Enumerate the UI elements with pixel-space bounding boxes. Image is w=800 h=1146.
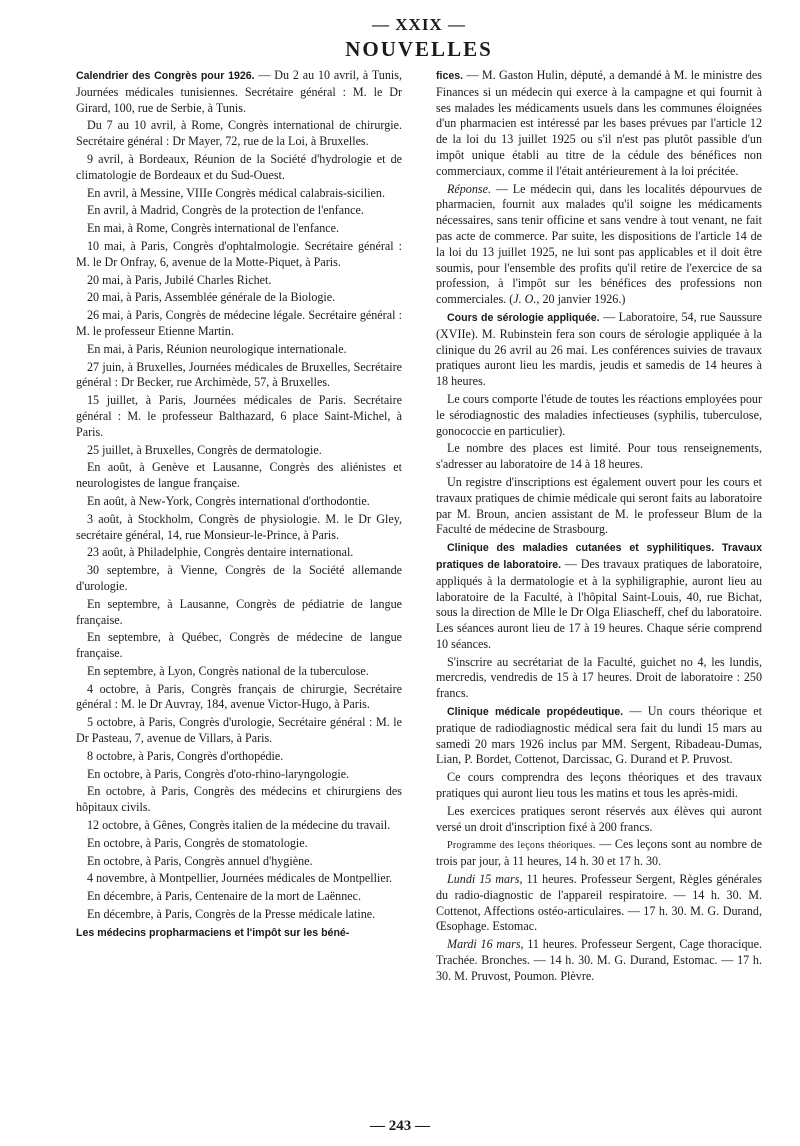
- calendar-item: En avril, à Madrid, Congrès de la protection de l'enfance.: [87, 203, 364, 218]
- calendar-item: 20 mai, à Paris, Jubilé Charles Richet.: [87, 272, 272, 287]
- propharm-heading-para: [76, 925, 402, 942]
- calendar-item: 5 octobre, à Paris, Congrès d'urologie, Secrétaire général : M. le Dr Pasteau, 7, avenue de Villars, à Paris.: [76, 715, 402, 746]
- two-column-body: [76, 68, 762, 987]
- answer-text: — Le médecin qui, dans les localités dépourvues de pharmacien, fournit aux malades qu'il soigne les médicaments nécessaires, sans tenir officine et sans vendre à tout venant, ne fait pas acte de commerce. Par suite, les dispositions de l'article 14 de la loi du 13 juillet 1925, ne lui sont pas applicables et il doit être soumis, pour l'ensemble des profits qu'il retire de l'exercice de sa profession, à l'impôt sur les bénéfices des professions non commerciales. (: [436, 181, 762, 307]
- serology-heading: Cours de sérologie appliquée.: [447, 311, 600, 324]
- program-text: — Ces leçons sont au nombre de trois par jour, à 11 heures, 14 h. 30 et 17 h. 30.: [436, 837, 762, 869]
- calendar-item: 26 mai, à Paris, Congrès de médecine légale. Secrétaire général : M. le professeur Etienne Martin.: [76, 308, 402, 338]
- calendar-item: En décembre, à Paris, Centenaire de la mort de Laënnec.: [87, 889, 361, 904]
- propharm-question-text: — M. Gaston Hulin, député, a demandé à M. le ministre des Finances si un médecin qui exerce à la campagne et qui fournit à ses malades les médicaments usuels dans les communes éloignées d'un pharmacien est intéressé par les bases prévues par l'article 12 de la loi du 13 juillet 1925 ou s'il n'est pas plutôt passible d'un impôt unique établi au titre de la cédule des bénéfices non commerciaux, comme il l'était antérieurement à la loi précitée.: [436, 68, 762, 178]
- calendar-item: 9 avril, à Bordeaux, Réunion de la Société d'hydrologie et de climatologie de Bordeaux et du Sud-Ouest.: [76, 151, 402, 182]
- serology-para-4: Un registre d'inscriptions est également ouvert pour les cours et travaux pratiques de chimie médicale qui seront faits au laboratoire par M. Broun, ancien assistant de M. le professeur Blum de la Faculté de médecine de Strasbourg.: [436, 474, 762, 537]
- roman-page-number: — XXIX —: [372, 15, 466, 34]
- calendar-item: 10 mai, à Paris, Congrès d'ophtalmologie. Secrétaire général : M. le Dr Onfray, 6, avenue de la Motte-Piquet, à Paris.: [76, 238, 402, 269]
- calendar-item: 27 juin, à Bruxelles, Journées médicales de Bruxelles, Secrétaire général : Dr Becker, rue Archimède, 57, à Bruxelles.: [76, 359, 402, 390]
- calendar-item: En août, à New-York, Congrès international d'orthodontie.: [87, 493, 370, 508]
- tuesday-label: Mardi 16 mars,: [447, 937, 524, 952]
- calendar-item: 4 octobre, à Paris, Congrès français de chirurgie, Secrétaire général : M. le Dr Auvray, 184, avenue Victor-Hugo, à Paris.: [76, 681, 402, 712]
- calendar-item: Du 7 au 10 avril, à Rome, Congrès international de chirurgie. Secrétaire général : Dr Mayer, 72, rue de la Loi, à Bruxelles.: [76, 118, 402, 149]
- serology-para-3: Le nombre des places est limité. Pour tous renseignements, s'adresser au laboratoire de 14 à 18 heures.: [436, 441, 762, 472]
- calendar-item: 30 septembre, à Vienne, Congrès de la Société allemande d'urologie.: [76, 563, 402, 593]
- calendar-item: En août, à Genève et Lausanne, Congrès des aliénistes et neurologistes de langue française.: [76, 460, 402, 491]
- dermatology-text-1: — Des travaux pratiques de laboratoire, appliqués à la dermatologie et à la syphiligraphie, auront lieu au laboratoire de la Faculté, à l'hôpital Saint-Louis, 40, rue Bichat, sous la direction de Mlle le Dr Olga Eliascheff, chef du laboratoire. Les séances auront lieu de 17 à 19 heures. Chaque série comprend 10 séances.: [436, 556, 763, 651]
- monday-label: Lundi 15 mars,: [447, 872, 523, 887]
- calendar-item: 15 juillet, à Paris, Journées médicales de Paris. Secrétaire général : M. le professeur Balthazard, 6 place Saint-Michel, à Paris.: [76, 393, 402, 439]
- calendar-item: En septembre, à Québec, Congrès de médecine de langue française.: [76, 630, 402, 661]
- serology-text-1: — Laboratoire, 54, rue Saussure (XVIIe). M. Rubinstein fera son cours de sérologie appliquée à la clinique du 26 avril au 26 mai. Les conférences suivies de travaux pratiques auront lieu les mardis, jeudis et samedis de 14 heures à 18 heures.: [436, 309, 762, 389]
- serology-para-1: [436, 310, 762, 390]
- propaedeutic-para-2: Ce cours comprendra des leçons théoriques et des travaux pratiques qui auront lieu tous les matins et tous les après-midi.: [436, 770, 762, 801]
- calendar-intro-text: — Du 2 au 10 avril, à Tunis, Journées médicales tunisiennes. Secrétaire général : M. le Dr Girard, 100, rue de Serbie, à Tunis.: [76, 68, 402, 115]
- calendar-item: En octobre, à Paris, Congrès de stomatologie.: [87, 835, 308, 850]
- tuesday-para: [436, 937, 762, 984]
- dermatology-heading: Clinique des maladies cutanées et syphilitiques. Travaux pratiques de laboratoire.: [436, 542, 762, 571]
- calendar-intro: [76, 68, 402, 116]
- calendar-item: 25 juillet, à Bruxelles, Congrès de dermatologie.: [87, 442, 322, 457]
- calendar-item: En décembre, à Paris, Congrès de la Presse médicale latine.: [87, 907, 376, 922]
- dermatology-para-1: [436, 540, 762, 653]
- calendar-item: 4 novembre, à Montpellier, Journées médicales de Montpellier.: [87, 871, 393, 886]
- section-title: NOUVELLES: [345, 37, 493, 61]
- answer-date: , 20 janvier 1926.): [536, 292, 626, 307]
- calendar-item: En mai, à Rome, Congrès international de l'enfance.: [87, 221, 340, 236]
- propharm-heading-cont: fices.: [436, 70, 464, 82]
- calendar-item: En octobre, à Paris, Congrès annuel d'hygiène.: [87, 853, 313, 868]
- calendar-item: 8 octobre, à Paris, Congrès d'orthopédie.: [87, 748, 284, 763]
- calendar-item: 12 octobre, à Gênes, Congrès italien de la médecine du travail.: [87, 818, 391, 833]
- calendar-heading: Calendrier des Congrès pour 1926.: [76, 70, 255, 82]
- propaedeutic-text-1: — Un cours théorique et pratique de radiodiagnostic médical sera fait du lundi 15 mars au samedi 20 mars 1926 inclus par MM. Sergent, Ribadeau-Dumas, Lian, P. Bordet, Cottenot, Darcissac, G. Durand et P. Pruvost.: [436, 704, 762, 767]
- tuesday-text: 11 heures. Professeur Sergent, Cage thoracique. Trachée. Bronches. — 14 h. 30. M. G. Durand, Estomac. — 17 h. 30. M. Pruvost, Poumon. Plèvre.: [436, 937, 762, 983]
- program-label: Programme des leçons théoriques.: [447, 840, 596, 852]
- program-para: [436, 837, 762, 870]
- calendar-item: 3 août, à Stockholm, Congrès de physiologie. M. le Dr Gley, secrétaire général, 14, rue Monsieur-le-Prince, à Paris.: [76, 511, 402, 542]
- journal-ref: J. O.: [513, 292, 537, 307]
- calendar-item: 23 août, à Philadelphie, Congrès dentaire international.: [87, 545, 354, 560]
- monday-text: 11 heures. Professeur Sergent, Règles générales du radio-diagnostic de l'appareil respiratoire. — 14 h. 30. M. Cottenot, Affections ostéo-articulaires. — 17 h. 30. M. G. Durand, Œsophage. Estomac.: [436, 872, 762, 934]
- calendar-item: En septembre, à Lausanne, Congrès de pédiatrie de langue française.: [76, 596, 402, 627]
- right-column: [436, 68, 762, 987]
- calendar-item: En septembre, à Lyon, Congrès national de la tuberculose.: [87, 663, 369, 678]
- dermatology-para-2: S'inscrire au secrétariat de la Faculté, guichet no 4, les lundis, mercredis, vendredis de 15 à 17 heures. Droit de laboratoire : 250 francs.: [436, 654, 762, 701]
- calendar-item: En avril, à Messine, VIIIe Congrès médical calabrais-sicilien.: [87, 185, 385, 200]
- left-column: [76, 68, 402, 987]
- calendar-item: En octobre, à Paris, Congrès d'oto-rhino-laryngologie.: [87, 766, 350, 781]
- serology-para-2: Le cours comporte l'étude de toutes les réactions employées pour le sérodiagnostic des maladies infectieuses (syphilis, tuberculose, gonococcie en particulier).: [436, 391, 762, 438]
- propaedeutic-para-1: [436, 704, 762, 768]
- monday-para: [436, 872, 762, 935]
- propharm-heading: Les médecins propharmaciens et l'impôt sur les béné-: [76, 926, 350, 939]
- page-folio: — 243 —: [370, 1118, 430, 1134]
- calendar-item: 20 mai, à Paris, Assemblée générale de la Biologie.: [87, 290, 336, 305]
- propaedeutic-heading: Clinique médicale propédeutique.: [447, 706, 624, 719]
- propharm-answer: [436, 182, 762, 308]
- answer-label: Réponse.: [447, 181, 491, 196]
- calendar-item: En octobre, à Paris, Congrès des médecins et chirurgiens des hôpitaux civils.: [76, 784, 402, 815]
- calendar-item: En mai, à Paris, Réunion neurologique internationale.: [87, 341, 347, 356]
- propaedeutic-para-3: Les exercices pratiques seront réservés aux élèves qui auront versé un droit d'inscription fixé à 200 francs.: [436, 803, 762, 834]
- propharm-question: [436, 68, 762, 180]
- calendar-list: [76, 118, 402, 922]
